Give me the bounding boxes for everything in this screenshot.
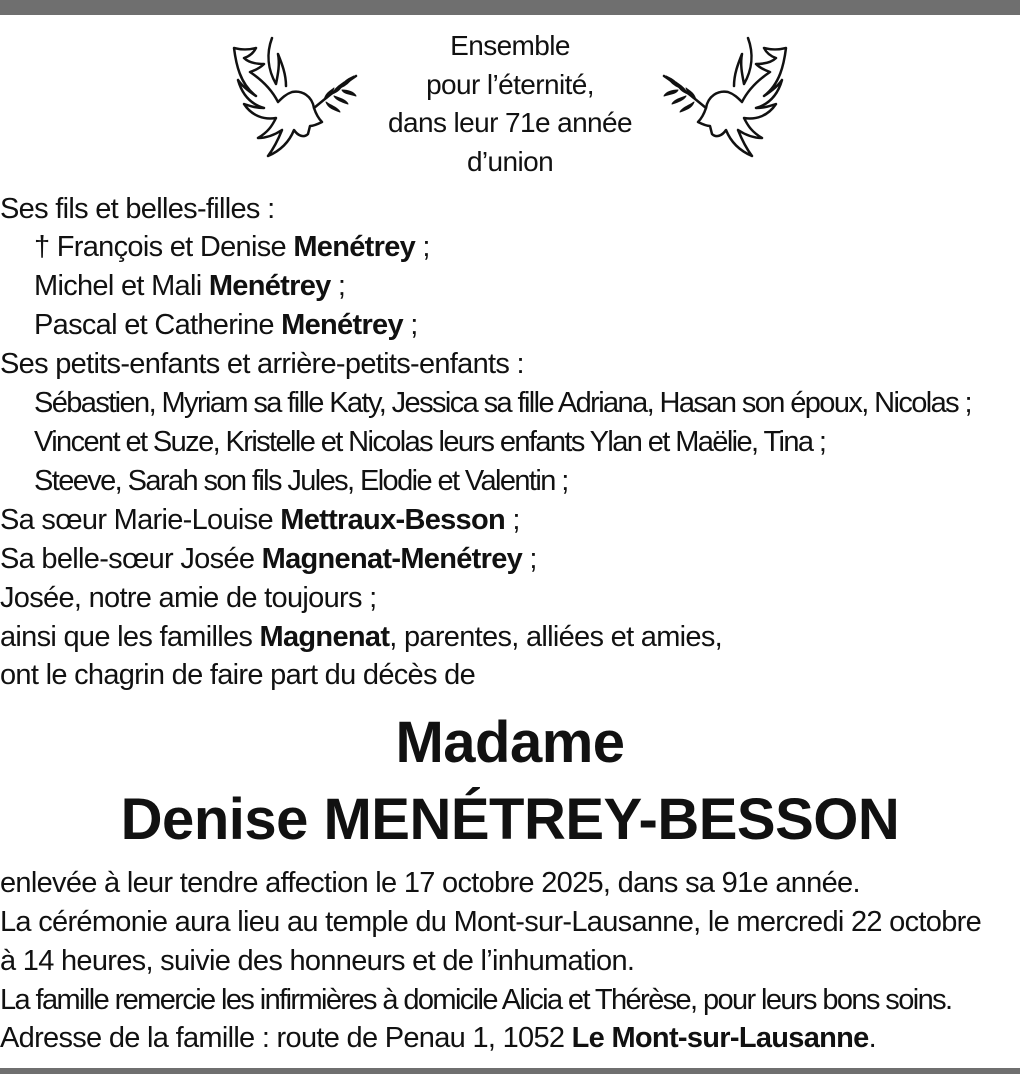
deceased-name: Denise MENÉTREY-BESSON [120,787,900,852]
sister-in-law-prefix: Sa belle-sœur Josée [0,543,262,575]
grandchildren-line: Sébastien, Myriam sa fille Katy, Jessica sa fille Adriana, Hasan son époux, Nicolas ; [34,387,971,419]
epigraph-line: Ensemble [450,30,570,61]
son-line [34,307,418,343]
line-end: ; [330,270,346,302]
sister-prefix: Sa sœur Marie-Louise [0,504,281,536]
ceremony-line: La cérémonie aura lieu au temple du Mont-sur-Lausanne, le mercredi 22 octobre [0,906,982,938]
son-surname: Menétrey [281,309,403,341]
families-surname: Magnenat [259,621,390,653]
sister-in-law-line [0,541,537,577]
line-end: ; [415,231,430,263]
address-prefix: Adresse de la famille : route de Penau 1, 1052 [0,1022,572,1054]
dove-right-icon [652,34,792,164]
address-line [0,1020,876,1056]
top-rule [0,0,1020,15]
sister-in-law-surname: Magnenat-Menétrey [261,543,523,575]
grandchildren-intro: Ses petits-enfants et arrière-petits-enfants : [0,348,524,380]
announce-line: ont le chagrin de faire part du décès de [0,659,475,691]
address-end: . [868,1022,876,1054]
epigraph-line: d’union [466,145,554,177]
line-end: ; [402,309,418,341]
epigraph-line: pour l’éternité, [426,68,594,100]
line-end: ; [522,543,537,575]
epigraph-line: dans leur 71e année [388,107,632,138]
son-line [34,268,345,304]
son-names: Pascal et Catherine [34,309,282,341]
thanks-line: La famille remercie les infirmières à domicile Alicia et Thérèse, pour leurs bons soins. [0,984,952,1016]
grandchildren-line: Vincent et Suze, Kristelle et Nicolas leurs enfants Ylan et Maëlie, Tina ; [34,426,826,458]
son-surname: Menétrey [208,270,331,302]
passed-line: enlevée à leur tendre affection le 17 octobre 2025, dans sa 91e année. [0,867,860,899]
son-surname: Menétrey [293,231,416,263]
grandchildren-line: Steeve, Sarah son fils Jules, Elodie et Valentin ; [34,465,568,497]
families-end: , parentes, alliées et amies, [389,621,722,653]
dove-left-icon [228,34,368,164]
son-names: † François et Denise [34,231,294,263]
son-line [34,229,430,265]
bottom-rule [0,1068,1020,1074]
deceased-title: Madame [395,710,625,775]
families-line [0,619,722,655]
families-prefix: ainsi que les familles [0,621,260,653]
sons-intro: Ses fils et belles-filles : [0,193,275,225]
ceremony-line: à 14 heures, suivie des honneurs et de l’inhumation. [0,945,635,977]
sister-line [0,502,520,538]
line-end: ; [505,504,520,536]
son-names: Michel et Mali [34,270,209,302]
epigraph [360,27,660,181]
address-town: Le Mont-sur-Lausanne [571,1022,869,1054]
friend-line: Josée, notre amie de toujours ; [0,582,377,614]
sister-surname: Mettraux-Besson [280,504,506,536]
